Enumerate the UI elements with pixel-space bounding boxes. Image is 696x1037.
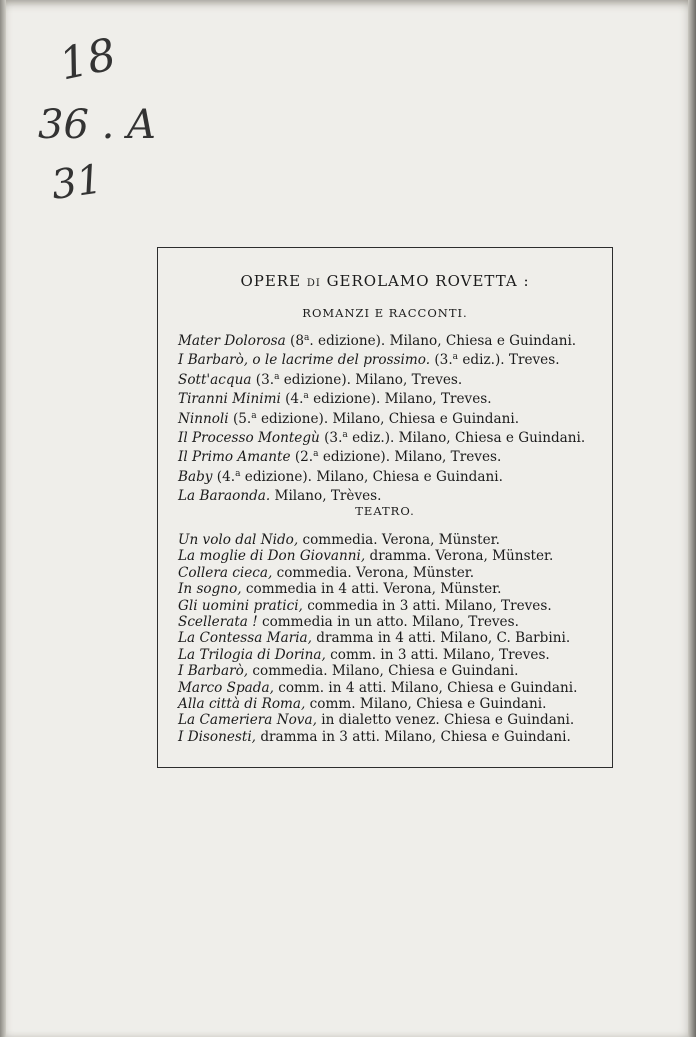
- shelfmark-line-2: 36 . A: [38, 102, 156, 148]
- novel-item: Tiranni Minimi (4.$^a$ edizione). Milano, Treves.: [178, 391, 492, 408]
- play-item: Alla città di Roma, comm. Milano, Chiesa e Guindani.: [178, 696, 547, 713]
- play-item: Scellerata ! commedia in un atto. Milano, Treves.: [178, 614, 519, 631]
- play-item: La Trilogia di Dorina, comm. in 3 atti. Milano, Treves.: [178, 646, 550, 663]
- heading-part-2: DI: [306, 278, 321, 289]
- play-item: Un volo dal Nido, commedia. Verona, Münster.: [178, 532, 500, 548]
- play-item: La Contessa Maria, dramma in 4 atti. Milano, C. Barbini.: [178, 630, 571, 647]
- play-item: Marco Spada, comm. in 4 atti. Milano, Chiesa e Guindani.: [178, 679, 578, 696]
- novel-item: Baby (4.$^a$ edizione). Milano, Chiesa e Guindani.: [178, 468, 503, 485]
- novel-item: La Baraonda. Milano, Trèves.: [178, 488, 382, 505]
- heading-part-1: OPERE: [240, 272, 302, 290]
- heading-part-3: GEROLAMO ROVETTA :: [326, 272, 530, 290]
- play-item: Gli uomini pratici, commedia in 3 atti. Milano, Treves.: [178, 597, 552, 614]
- works-list-frame: [157, 247, 613, 768]
- play-item: In sogno, commedia in 4 atti. Verona, Münster.: [178, 581, 502, 598]
- novel-item: Sott'acqua (3.$^a$ edizione). Milano, Treves.: [178, 371, 463, 388]
- shelfmark-drawing: [30, 18, 170, 208]
- novels-list: [178, 330, 608, 505]
- novel-item: Il Primo Amante (2.$^a$ edizione). Milano, Treves.: [178, 449, 502, 466]
- shelfmark-line-1: 18: [55, 28, 121, 91]
- play-item: Collera cieca, commedia. Verona, Münster.: [178, 564, 475, 581]
- play-item: I Barbarò, commedia. Milano, Chiesa e Guindani.: [178, 663, 519, 680]
- shelfmark-line-3: 31: [48, 156, 106, 208]
- novels-section-title: ROMANZI E RACCONTI.: [302, 306, 468, 320]
- play-item: La moglie di Don Giovanni, dramma. Verona, Münster.: [178, 548, 554, 565]
- handwritten-shelfmark: [30, 18, 170, 208]
- theatre-section-title: TEATRO.: [355, 504, 415, 518]
- play-item: I Disonesti, dramma in 3 atti. Milano, Chiesa e Guindani.: [178, 728, 571, 745]
- novel-item: Ninnoli (5.$^a$ edizione). Milano, Chiesa e Guindani.: [178, 410, 520, 427]
- novel-item: I Barbarò, o le lacrime del prossimo. (3.$^a$ ediz.). Treves.: [178, 352, 560, 369]
- page-right-edge: [688, 0, 696, 1037]
- theatre-list: [178, 532, 608, 745]
- novel-item: Il Processo Montegù (3.$^a$ ediz.). Milano, Chiesa e Guindani.: [178, 430, 586, 447]
- page-left-edge: [0, 0, 6, 1037]
- novel-item: Mater Dolorosa (8$^a$. edizione). Milano, Chiesa e Guindani.: [178, 333, 577, 349]
- works-heading: [158, 272, 612, 290]
- play-item: La Cameriera Nova, in dialetto venez. Chiesa e Guindani.: [178, 712, 575, 729]
